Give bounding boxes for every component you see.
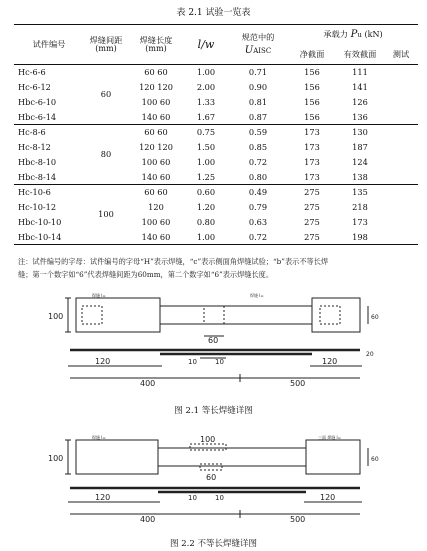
cell-eff: 136 [352,111,368,122]
cell-eff: 218 [352,201,368,212]
cell-net: 156 [304,111,320,122]
cell-net: 275 [304,187,320,198]
cell-spacing: 100 [98,209,114,220]
dim-10a: 10 [188,494,197,502]
cell-id: Hbc-6-10 [18,96,57,107]
cell-net: 275 [304,231,320,242]
dim-weld-bottom: 60 [206,473,217,482]
cell-test [384,80,418,95]
header-capacity-sub: u [357,30,362,39]
cell-length: 60 60 [144,187,168,198]
cell-id: Hbc-10-14 [18,231,62,242]
table-row [14,140,418,155]
cell-ratio: 1.33 [196,96,216,107]
header-capacity-unit: (kN) [364,29,383,39]
table-row [14,155,418,170]
cell-ratio: 1.00 [196,67,216,78]
cell-net: 275 [304,216,320,227]
dim-height-right: 60 [371,314,379,321]
label-weld-right: 焊缝 l= [250,293,264,298]
label-weld-left: 焊缝 l= [92,293,106,298]
table-row [14,110,418,125]
cell-eff: 173 [352,216,368,227]
cell-net: 173 [304,171,320,182]
cell-test [384,215,418,230]
cell-test [384,65,418,80]
weld-left [82,306,102,324]
left-plate [76,440,158,474]
dim-120-right: 120 [322,357,338,366]
dim-120-left: 120 [95,493,111,502]
cell-length: 100 60 [141,156,171,167]
cell-ratio: 1.50 [196,141,216,152]
cell-u: 0.87 [248,111,268,122]
cell-id: Hbc-8-14 [18,171,57,182]
cell-length: 140 60 [141,171,171,182]
dim-10b: 10 [215,358,224,366]
cell-u: 0.71 [248,67,268,78]
header-capacity-symbol: P [350,28,358,40]
header-test: 测试 [392,49,410,60]
weld-bottom [200,464,222,470]
weld-mid [204,306,224,324]
figure2-caption: 图 2.2 不等长焊缝详图 [170,539,257,549]
cell-id: Hbc-10-10 [18,216,62,227]
table-row [14,230,418,245]
right-plate [312,298,360,332]
cell-eff: 198 [352,231,368,242]
cell-id: Hc-8-6 [18,127,46,138]
header-net: 净截面 [299,49,325,60]
cell-id: Hc-10-6 [18,187,51,198]
dim-400: 400 [140,515,156,524]
dim-120-right: 120 [320,493,336,502]
cell-eff: 141 [352,81,368,92]
cell-u: 0.59 [248,127,268,138]
cell-u: 0.90 [248,81,268,92]
cell-ratio: 0.75 [196,127,216,138]
cell-test [384,125,418,140]
header-spacing-unit: (mm) [95,43,117,53]
label-weld-right: 三面 焊缝 l= [318,435,342,440]
dim-t20: 20 [366,351,374,358]
cell-length: 140 60 [141,111,171,122]
dim-height-left: 100 [48,454,64,463]
cell-eff: 124 [352,156,368,167]
cell-u: 0.80 [248,171,268,182]
cell-ratio: 1.20 [196,201,216,212]
header-capacity-label: 承载力 [323,28,348,39]
cell-id: Hbc-6-14 [18,111,57,122]
table-row [14,170,418,185]
cell-length: 120 120 [139,81,173,92]
left-plate [76,298,160,332]
test-table [14,24,418,245]
header-spacing [84,25,128,65]
table-row [14,95,418,110]
cell-id: Hc-8-12 [18,141,51,152]
cell-length: 100 60 [141,96,171,107]
header-norm-label: 规范中的 [241,32,275,43]
cell-ratio: 1.00 [196,156,216,167]
dim-weld: 60 [208,336,219,345]
cell-net: 173 [304,156,320,167]
cell-id: Hc-6-12 [18,81,51,92]
table-row [14,215,418,230]
cell-eff: 111 [352,67,368,78]
figure-equal-weld-drawing [40,290,390,390]
table-row [14,200,418,215]
table-caption: 表 2.1 试验一览表 [176,8,251,18]
cell-test [384,110,418,125]
cell-eff: 187 [352,141,368,152]
dim-120-left: 120 [95,357,111,366]
table-row [14,80,418,95]
dim-height-left: 100 [48,312,64,321]
table-row [14,125,418,140]
cell-net: 156 [304,96,320,107]
cell-id: Hc-6-6 [18,67,46,78]
cell-test [384,200,418,215]
cell-net: 173 [304,127,320,138]
cell-eff: 126 [352,96,368,107]
figure1-caption: 图 2.1 等长焊缝详图 [174,406,253,416]
connecting-bar [158,448,306,466]
cell-u: 0.49 [248,187,268,198]
cell-length: 60 60 [144,127,168,138]
header-ratio: l/w [197,38,215,51]
weld-top [190,444,226,450]
figure-unequal-weld-drawing [40,432,390,524]
cell-test [384,140,418,155]
cell-length: 100 60 [141,216,171,227]
cell-test [384,185,418,200]
header-eff: 有效截面 [343,49,377,60]
cell-ratio: 0.60 [196,187,216,198]
cell-ratio: 0.80 [196,216,216,227]
header-capacity [288,25,418,45]
table-row [14,65,418,80]
cell-spacing: 80 [100,149,112,160]
connecting-bar [160,306,312,324]
cell-id: Hbc-8-10 [18,156,57,167]
cell-test [384,230,418,245]
dim-10b: 10 [215,494,224,502]
cell-eff: 135 [352,187,368,198]
cell-net: 275 [304,201,320,212]
cell-length: 120 120 [139,141,173,152]
header-length-unit: (mm) [145,43,167,53]
cell-u: 0.81 [248,96,268,107]
table-row [14,185,418,200]
cell-u: 0.72 [248,156,268,167]
header-id: 试件编号 [32,39,66,50]
weld-right [320,306,340,324]
header-norm-symbol: U [244,44,254,56]
cell-length: 120 [148,201,164,212]
table-note [18,255,413,281]
header-norm [228,25,288,65]
cell-test [384,170,418,185]
cell-u: 0.63 [248,216,268,227]
cell-net: 156 [304,81,320,92]
cell-length: 140 60 [141,231,171,242]
cell-test [384,155,418,170]
cell-u: 0.72 [248,231,268,242]
cell-net: 156 [304,67,320,78]
dim-500: 500 [290,379,306,388]
cell-ratio: 2.00 [196,81,216,92]
cell-test [384,95,418,110]
table-note-line1: 注：试件编号的字母：试件编号的字母“H”表示焊缝，“c”表示侧面角焊缝试验；“b”表示不等长焊 [18,257,329,266]
cell-ratio: 1.25 [196,171,216,182]
dim-height-right: 60 [371,456,379,463]
label-weld-left: 焊缝 l= [92,435,106,440]
cell-length: 60 60 [144,67,168,78]
right-plate [306,440,360,474]
cell-u: 0.79 [248,201,268,212]
cell-u: 0.85 [248,141,268,152]
cell-eff: 130 [352,127,368,138]
header-length [128,25,184,65]
table-note-line2: 缝；第一个数字如“6”代表焊缝间距为60mm，第二个数字如“6”表示焊缝长度。 [18,270,274,279]
cell-ratio: 1.67 [196,111,216,122]
dim-500: 500 [290,515,306,524]
dim-400: 400 [140,379,156,388]
dim-10a: 10 [188,358,197,366]
cell-id: Hc-10-12 [18,201,57,212]
header-spacing-label: 焊缝间距 [89,35,123,46]
header-length-label: 焊缝长度 [139,35,173,46]
cell-net: 173 [304,141,320,152]
header-norm-sub: AISC [253,46,272,55]
dim-weld-top: 100 [200,435,216,444]
cell-ratio: 1.00 [196,231,216,242]
cell-eff: 138 [352,171,368,182]
cell-spacing: 60 [100,89,112,100]
